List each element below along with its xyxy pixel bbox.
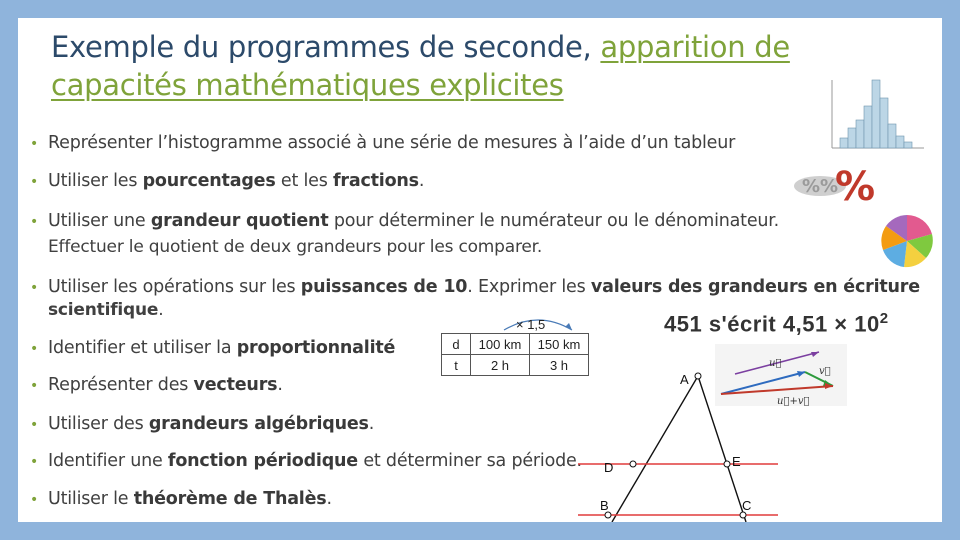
proportion-table <box>441 333 589 376</box>
bullet-puissances: • Utiliser les opérations sur les puissances de 10. Exprimer les valeurs des grandeurs en écriture <box>30 277 920 297</box>
svg-text:B: B <box>600 498 609 513</box>
proportion-factor: × 1,5 <box>516 317 546 332</box>
svg-text:%%: %% <box>802 176 839 197</box>
bullet-proportionnalite: • Identifier et utiliser la proportionnalité <box>30 338 396 358</box>
title-part-2: apparition de capacités mathématiques explicites <box>51 30 790 102</box>
svg-text:u⃗+v⃗: u⃗+v⃗ <box>777 396 810 406</box>
slide-title <box>51 28 871 104</box>
title-part-1: Exemple du programmes de seconde, <box>51 30 601 64</box>
svg-text:D: D <box>604 460 614 475</box>
bullet-grandeurs-algebriques: • Utiliser des grandeurs algébriques. <box>30 414 375 434</box>
table-row: t 2 h 3 h <box>442 355 589 376</box>
bullet-thales: • Utiliser le théorème de Thalès. <box>30 489 332 509</box>
bullet-histogram: • Représenter l’histogramme associé à une série de mesures à l’aide d’un tableur <box>30 133 736 153</box>
bullet-vecteurs: • Représenter des vecteurs. <box>30 375 283 395</box>
percent-icon <box>780 158 876 208</box>
pie-chart-image <box>874 212 940 270</box>
bullet-puissances-line2: scientifique. <box>48 300 164 320</box>
svg-text:C: C <box>742 498 752 513</box>
slide <box>18 18 942 522</box>
bullet-grandeur-quotient: • Utiliser une grandeur quotient pour déterminer le numérateur ou le dénominateur. <box>30 211 780 231</box>
thales-diagram <box>578 360 778 522</box>
bullet-quotient-subline: Effectuer le quotient de deux grandeurs pour les comparer. <box>48 237 543 257</box>
svg-text:A: A <box>680 372 689 387</box>
table-row: d 100 km 150 km <box>442 334 589 355</box>
svg-text:u⃗: u⃗ <box>769 358 782 369</box>
scientific-notation: 451 s'écrit $4,51 \times 10^2$ <box>664 310 889 337</box>
bullet-percentages: • Utiliser les pourcentages et les fractions. <box>30 171 425 191</box>
histogram-image <box>826 76 926 152</box>
svg-text:%: % <box>835 164 876 208</box>
svg-text:v⃗: v⃗ <box>819 366 831 377</box>
svg-text:E: E <box>732 454 741 469</box>
bullet-fonction-periodique: • Identifier une fonction périodique et déterminer sa période. <box>30 451 582 471</box>
